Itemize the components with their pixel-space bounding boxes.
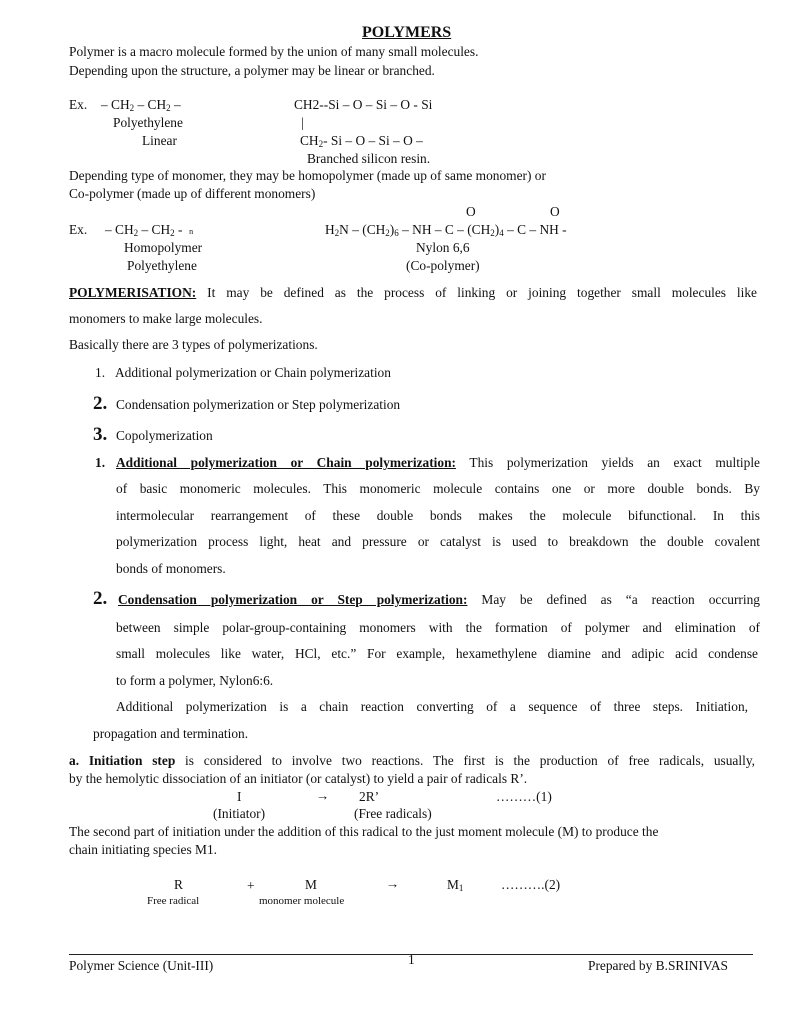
- section-2-line-3: small molecules like water, HCl, etc.” For example, hexamethylene diamine and adipic acid condense: [116, 646, 758, 661]
- polymerisation-heading: POLYMERISATION:: [69, 285, 197, 300]
- type-2-num: 2.: [93, 393, 108, 414]
- homopolymer-formula: – $CH_2 - CH_2$ - n: [105, 222, 194, 238]
- initiation-heading: a. Initiation step: [69, 753, 176, 768]
- initiation-line-2: by the hemolytic dissociation of an initiator (or catalyst) to yield a pair of radicals R’.: [69, 771, 528, 786]
- section-2-line-4: to form a polymer, Nylon6:6.: [116, 673, 274, 688]
- section-1-line-2: of basic monomeric molecules. This monomeric molecule contains one or more double bonds. By: [116, 481, 760, 496]
- branched-formula-line-1: CH2--Si – O – Si – O - Si: [294, 97, 433, 112]
- section-2-num: 2.: [93, 588, 108, 609]
- addition-line-2: propagation and termination.: [93, 726, 249, 741]
- section-2-line-1: Condensation polymerization or Step polymerization: May be defined as “a reaction occurring: [118, 592, 760, 607]
- carbonyl-o-2: O: [550, 204, 560, 219]
- initiation-line-1: a. Initiation step is considered to involve two reactions. The first is the production of free radicals, usually,: [69, 753, 755, 768]
- branched-formula-line-2: $CH_2-$ Si – O – Si – O –: [300, 133, 423, 149]
- polymerisation-line-1: POLYMERISATION: It may be defined as the process of linking or joining together small molecules like: [69, 285, 757, 300]
- linear-polymer-name: Polyethylene: [113, 115, 183, 130]
- footer-right: Prepared by B.SRINIVAS: [588, 958, 728, 973]
- type-1-label: Additional polymerization or Chain polymerization: [115, 365, 391, 380]
- copolymer-label: (Co-polymer): [406, 258, 480, 273]
- repeat-n: n: [189, 227, 194, 236]
- eq1-product-label: (Free radicals): [354, 806, 432, 821]
- nylon-name: Nylon 6,6: [416, 240, 470, 255]
- ex1-label: Ex.: [69, 97, 88, 112]
- section-2-line-2: between simple polar-group-containing monomers with the formation of polymer and elimination of: [116, 620, 760, 635]
- type-3-label: Copolymerization: [116, 428, 213, 443]
- intro-line-1: Polymer is a macro molecule formed by the union of many small molecules.: [69, 44, 479, 59]
- section-1-line-4: polymerization process light, heat and pressure or catalyst is used to breakdown the double covalent: [116, 534, 760, 549]
- eq2-monomer: M: [305, 877, 317, 892]
- linear-formula: – $CH_2 - CH_2$ –: [101, 97, 181, 113]
- section-2-heading: Condensation polymerization or Step polymerization:: [118, 592, 468, 607]
- section-1-heading: Additional polymerization or Chain polymerization:: [116, 455, 456, 470]
- eq1-product: 2R’: [359, 789, 380, 804]
- footer-left: Polymer Science (Unit-III): [69, 958, 214, 973]
- section-1-num: 1.: [95, 455, 106, 470]
- linear-type-label: Linear: [142, 133, 177, 148]
- polymerisation-line-2: monomers to make large molecules.: [69, 311, 263, 326]
- initiation-line-3: The second part of initiation under the addition of this radical to the just moment molecule (M) to produce the: [69, 824, 659, 839]
- page-title: POLYMERS: [362, 24, 452, 41]
- monomer-text-2: Co-polymer (made up of different monomers): [69, 186, 316, 201]
- homopolymer-label: Homopolymer: [124, 240, 203, 255]
- eq2-plus: +: [247, 878, 255, 893]
- eq2-monomer-label: monomer molecule: [259, 895, 345, 907]
- branched-bond-bar: |: [301, 115, 304, 130]
- eq2-radical: R: [174, 877, 183, 892]
- homopolymer-name: Polyethylene: [127, 258, 197, 273]
- eq2-number: ……….(2): [501, 877, 561, 892]
- eq1-number: ………(1): [496, 789, 552, 804]
- section-1-line-5: bonds of monomers.: [116, 561, 226, 576]
- addition-line-1: Additional polymerization is a chain reaction converting of a sequence of three steps. Initiation,: [116, 699, 748, 714]
- section-1-line-3: intermolecular rearrangement of these double bonds makes the molecule bifunctional. In this: [116, 508, 760, 523]
- type-1-num: 1.: [95, 365, 106, 380]
- types-intro: Basically there are 3 types of polymerizations.: [69, 337, 318, 352]
- eq1-arrow-icon: →: [316, 788, 330, 803]
- carbonyl-o-1: O: [466, 204, 476, 219]
- monomer-text-1: Depending type of monomer, they may be homopolymer (made up of same monomer) or: [69, 168, 546, 183]
- footer-page-number: 1: [408, 952, 415, 967]
- eq2-product: $M_1$: [447, 877, 464, 893]
- type-3-num: 3.: [93, 424, 108, 445]
- intro-line-2: Depending upon the structure, a polymer may be linear or branched.: [69, 63, 435, 78]
- nylon-formula: $H_2N - (CH_2)_6$ – NH – C – $(CH_2)_4$ – C – NH -: [325, 222, 567, 238]
- eq2-radical-label: Free radical: [147, 895, 200, 907]
- initiation-line-4: chain initiating species M1.: [69, 842, 218, 857]
- branched-polymer-name: Branched silicon resin.: [307, 151, 431, 166]
- type-2-label: Condensation polymerization or Step polymerization: [116, 397, 401, 412]
- eq2-arrow-icon: →: [386, 876, 400, 891]
- eq1-initiator-label: (Initiator): [213, 806, 266, 821]
- ex2-label: Ex.: [69, 222, 88, 237]
- eq1-initiator: I: [237, 789, 242, 804]
- section-1-line-1: Additional polymerization or Chain polymerization: This polymerization yields an exact multiple: [116, 455, 760, 470]
